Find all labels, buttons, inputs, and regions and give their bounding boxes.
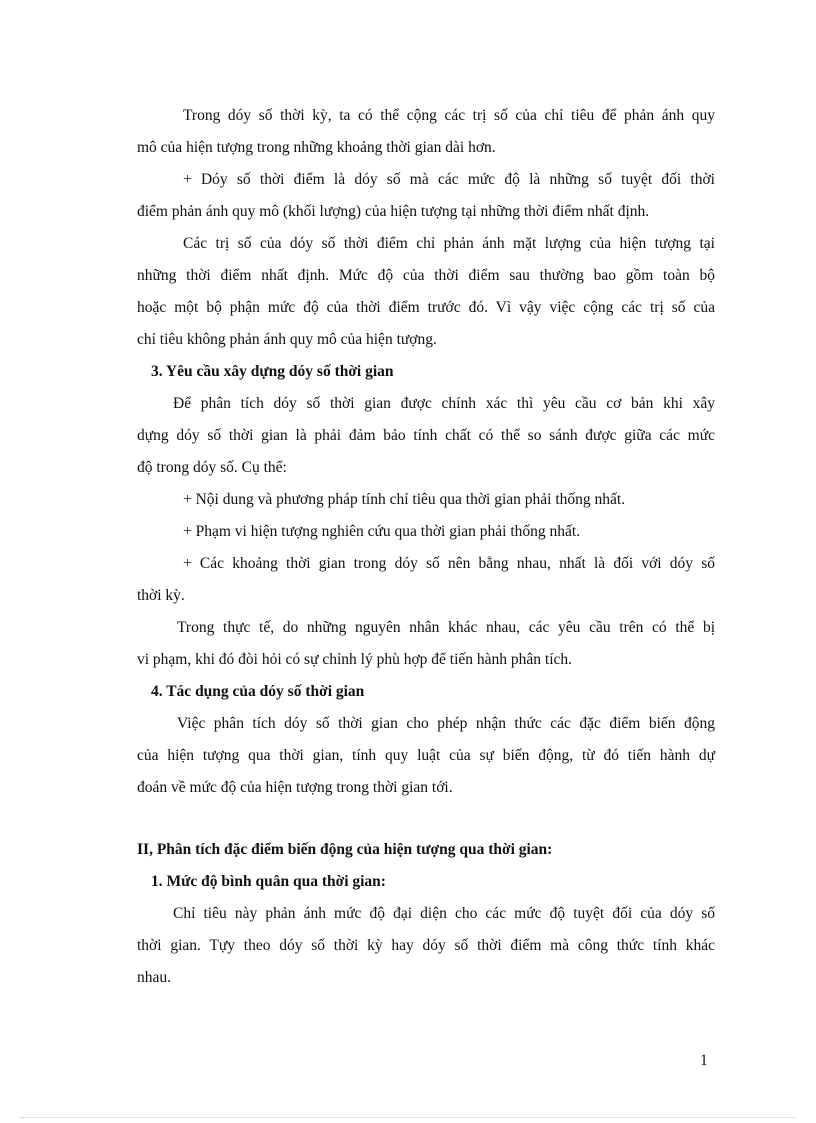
paragraph-line: của hiện tượng qua thời gian, tính quy luật của sự biến động, từ đó tiến hành dự — [137, 747, 715, 764]
paragraph-line: thời gian. Tựy theo dóy số thời kỳ hay dóy số thời điểm mà công thức tính khác — [137, 937, 715, 954]
paragraph-line: những thời điểm nhất định. Mức độ của thời điểm sau thường bao gồm toàn bộ — [137, 267, 715, 284]
document-body — [137, 100, 715, 994]
paragraph-gap — [137, 804, 715, 834]
paragraph-line: điểm phản ánh quy mô (khối lượng) của hiện tượng tại những thời điểm nhất định. — [137, 203, 650, 220]
paragraph-line: + Dóy số thời điểm là dóy số mà các mức độ là những số tuyệt đối thời — [183, 171, 715, 188]
section-heading: 3. Yêu cầu xây dựng dóy số thời gian — [151, 363, 394, 380]
paragraph-line: độ trong dóy số. Cụ thể: — [137, 459, 287, 476]
chapter-heading: II, Phân tích đặc điểm biến động của hiện tượng qua thời gian: — [137, 841, 553, 858]
paragraph-line: Để phân tích dóy số thời gian được chính xác thì yêu cầu cơ bản khi xây — [173, 395, 715, 412]
section-heading: 4. Tác dụng của dóy số thời gian — [151, 683, 365, 700]
paragraph-line: đoán về mức độ của hiện tượng trong thời gian tới. — [137, 779, 453, 796]
paragraph-line: dựng dóy số thời gian là phải đảm bảo tính chất có thể so sánh được giữa các mức — [137, 427, 715, 444]
paragraph-line: Trong thực tế, do những nguyên nhân khác nhau, các yêu cầu trên có thể bị — [177, 619, 715, 636]
section-heading: 1. Mức độ bình quân qua thời gian: — [151, 873, 386, 890]
paragraph-line: Chỉ tiêu này phản ánh mức độ đại diện cho các mức độ tuyệt đối của dóy số — [173, 905, 715, 922]
paragraph-line: mô của hiện tượng trong những khoảng thời gian dài hơn. — [137, 139, 496, 156]
page-bottom-divider — [20, 1117, 796, 1118]
list-item: + Phạm vi hiện tượng nghiên cứu qua thời gian phải thống nhất. — [183, 523, 581, 540]
paragraph-line: hoặc một bộ phận mức độ của thời điểm trước đó. Vì vậy việc cộng các trị số của — [137, 299, 715, 316]
paragraph-line: vi phạm, khi đó đòi hỏi có sự chỉnh lý phù hợp để tiến hành phân tích. — [137, 651, 573, 668]
page-number: 1 — [700, 1052, 708, 1069]
list-item: + Các khoảng thời gian trong dóy số nên bằng nhau, nhất là đối với dóy số — [183, 555, 715, 572]
paragraph-line: Việc phân tích dóy số thời gian cho phép nhận thức các đặc điểm biến động — [177, 715, 715, 732]
paragraph-line: nhau. — [137, 969, 172, 986]
list-item: + Nội dung và phương pháp tính chỉ tiêu qua thời gian phải thống nhất. — [183, 491, 626, 508]
paragraph-line: Trong dóy số thời kỳ, ta có thể cộng các trị số của chỉ tiêu để phản ánh quy — [183, 107, 715, 124]
paragraph-line: thời kỳ. — [137, 587, 185, 604]
paragraph-line: Các trị số của dóy số thời điểm chỉ phản ánh mặt lượng của hiện tượng tại — [183, 235, 715, 252]
paragraph-line: chỉ tiêu không phản ánh quy mô của hiện tượng. — [137, 331, 437, 348]
